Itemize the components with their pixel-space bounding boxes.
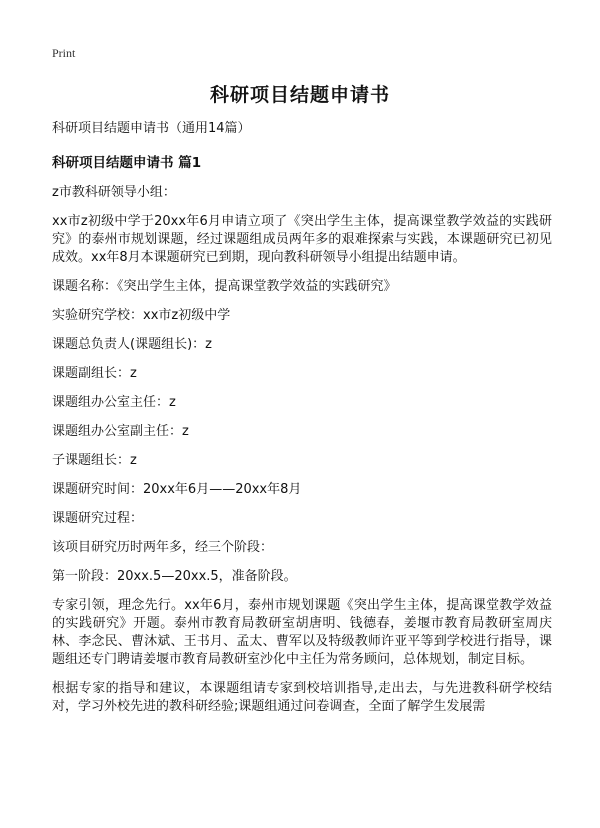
paragraph-expert-advice: 根据专家的指导和建议，本课题组请专家到校培训指导,走出去，与先进教科研学校结对，学习外校先进的教科研经验;课题组通过问卷调查，全面了解学生发展需 bbox=[52, 681, 552, 714]
document-title: 科研项目结题申请书 bbox=[209, 84, 390, 106]
paragraph-research-process: 课题研究过程： bbox=[52, 511, 144, 526]
document-subtitle: 科研项目结题申请书（通用14篇） bbox=[52, 121, 251, 136]
paragraph-salutation: z市教科研领导小组： bbox=[52, 185, 176, 200]
paragraph-deputy-lead: 课题副组长：z bbox=[52, 366, 137, 381]
print-link[interactable]: Print bbox=[52, 46, 76, 60]
paragraph-intro: xx市z初级中学于20xx年6月申请立项了《突出学生主体，提高课堂教学效益的实践研究》的泰州市规划课题，经过课题组成员两年多的艰难探索与实践，本课题研究已初见成效。xx年8月本课题研究已到期，现向教科研领导小组提出结题申请。 bbox=[52, 214, 552, 265]
paragraph-stage-one: 第一阶段：20xx.5—20xx.5，准备阶段。 bbox=[52, 569, 297, 584]
paragraph-office-director: 课题组办公室主任：z bbox=[52, 395, 176, 410]
paragraph-subtopic-lead: 子课题组长：z bbox=[52, 453, 137, 468]
paragraph-school: 实验研究学校：xx市z初级中学 bbox=[52, 308, 231, 323]
paragraph-research-time: 课题研究时间：20xx年6月——20xx年8月 bbox=[52, 482, 302, 497]
document-body bbox=[52, 120, 552, 727]
paragraph-topic-name: 课题名称：《突出学生主体，提高课堂教学效益的实践研究》 bbox=[52, 279, 397, 294]
paragraph-office-deputy: 课题组办公室副主任：z bbox=[52, 424, 189, 439]
paragraph-lead: 课题总负责人(课题组长)：z bbox=[52, 337, 212, 352]
paragraph-stages: 该项目研究历时两年多，经三个阶段： bbox=[52, 540, 274, 555]
section-heading: 科研项目结题申请书 篇1 bbox=[52, 155, 202, 171]
paragraph-expert-guidance: 专家引领，理念先行。xx年6月，泰州市规划课题《突出学生主体，提高课堂教学效益的实践研究》开题。泰州市教育局教研室胡唐明、钱德春，姜堰市教育局教研室周庆林、李念民、曹沐斌、王书月、孟太、曹军以及特级教师许亚平等到学校进行指导，课题组还专门聘请姜堰市教育局教研室沙化中主任为常务顾问，总体规划，制定目标。 bbox=[52, 598, 552, 667]
